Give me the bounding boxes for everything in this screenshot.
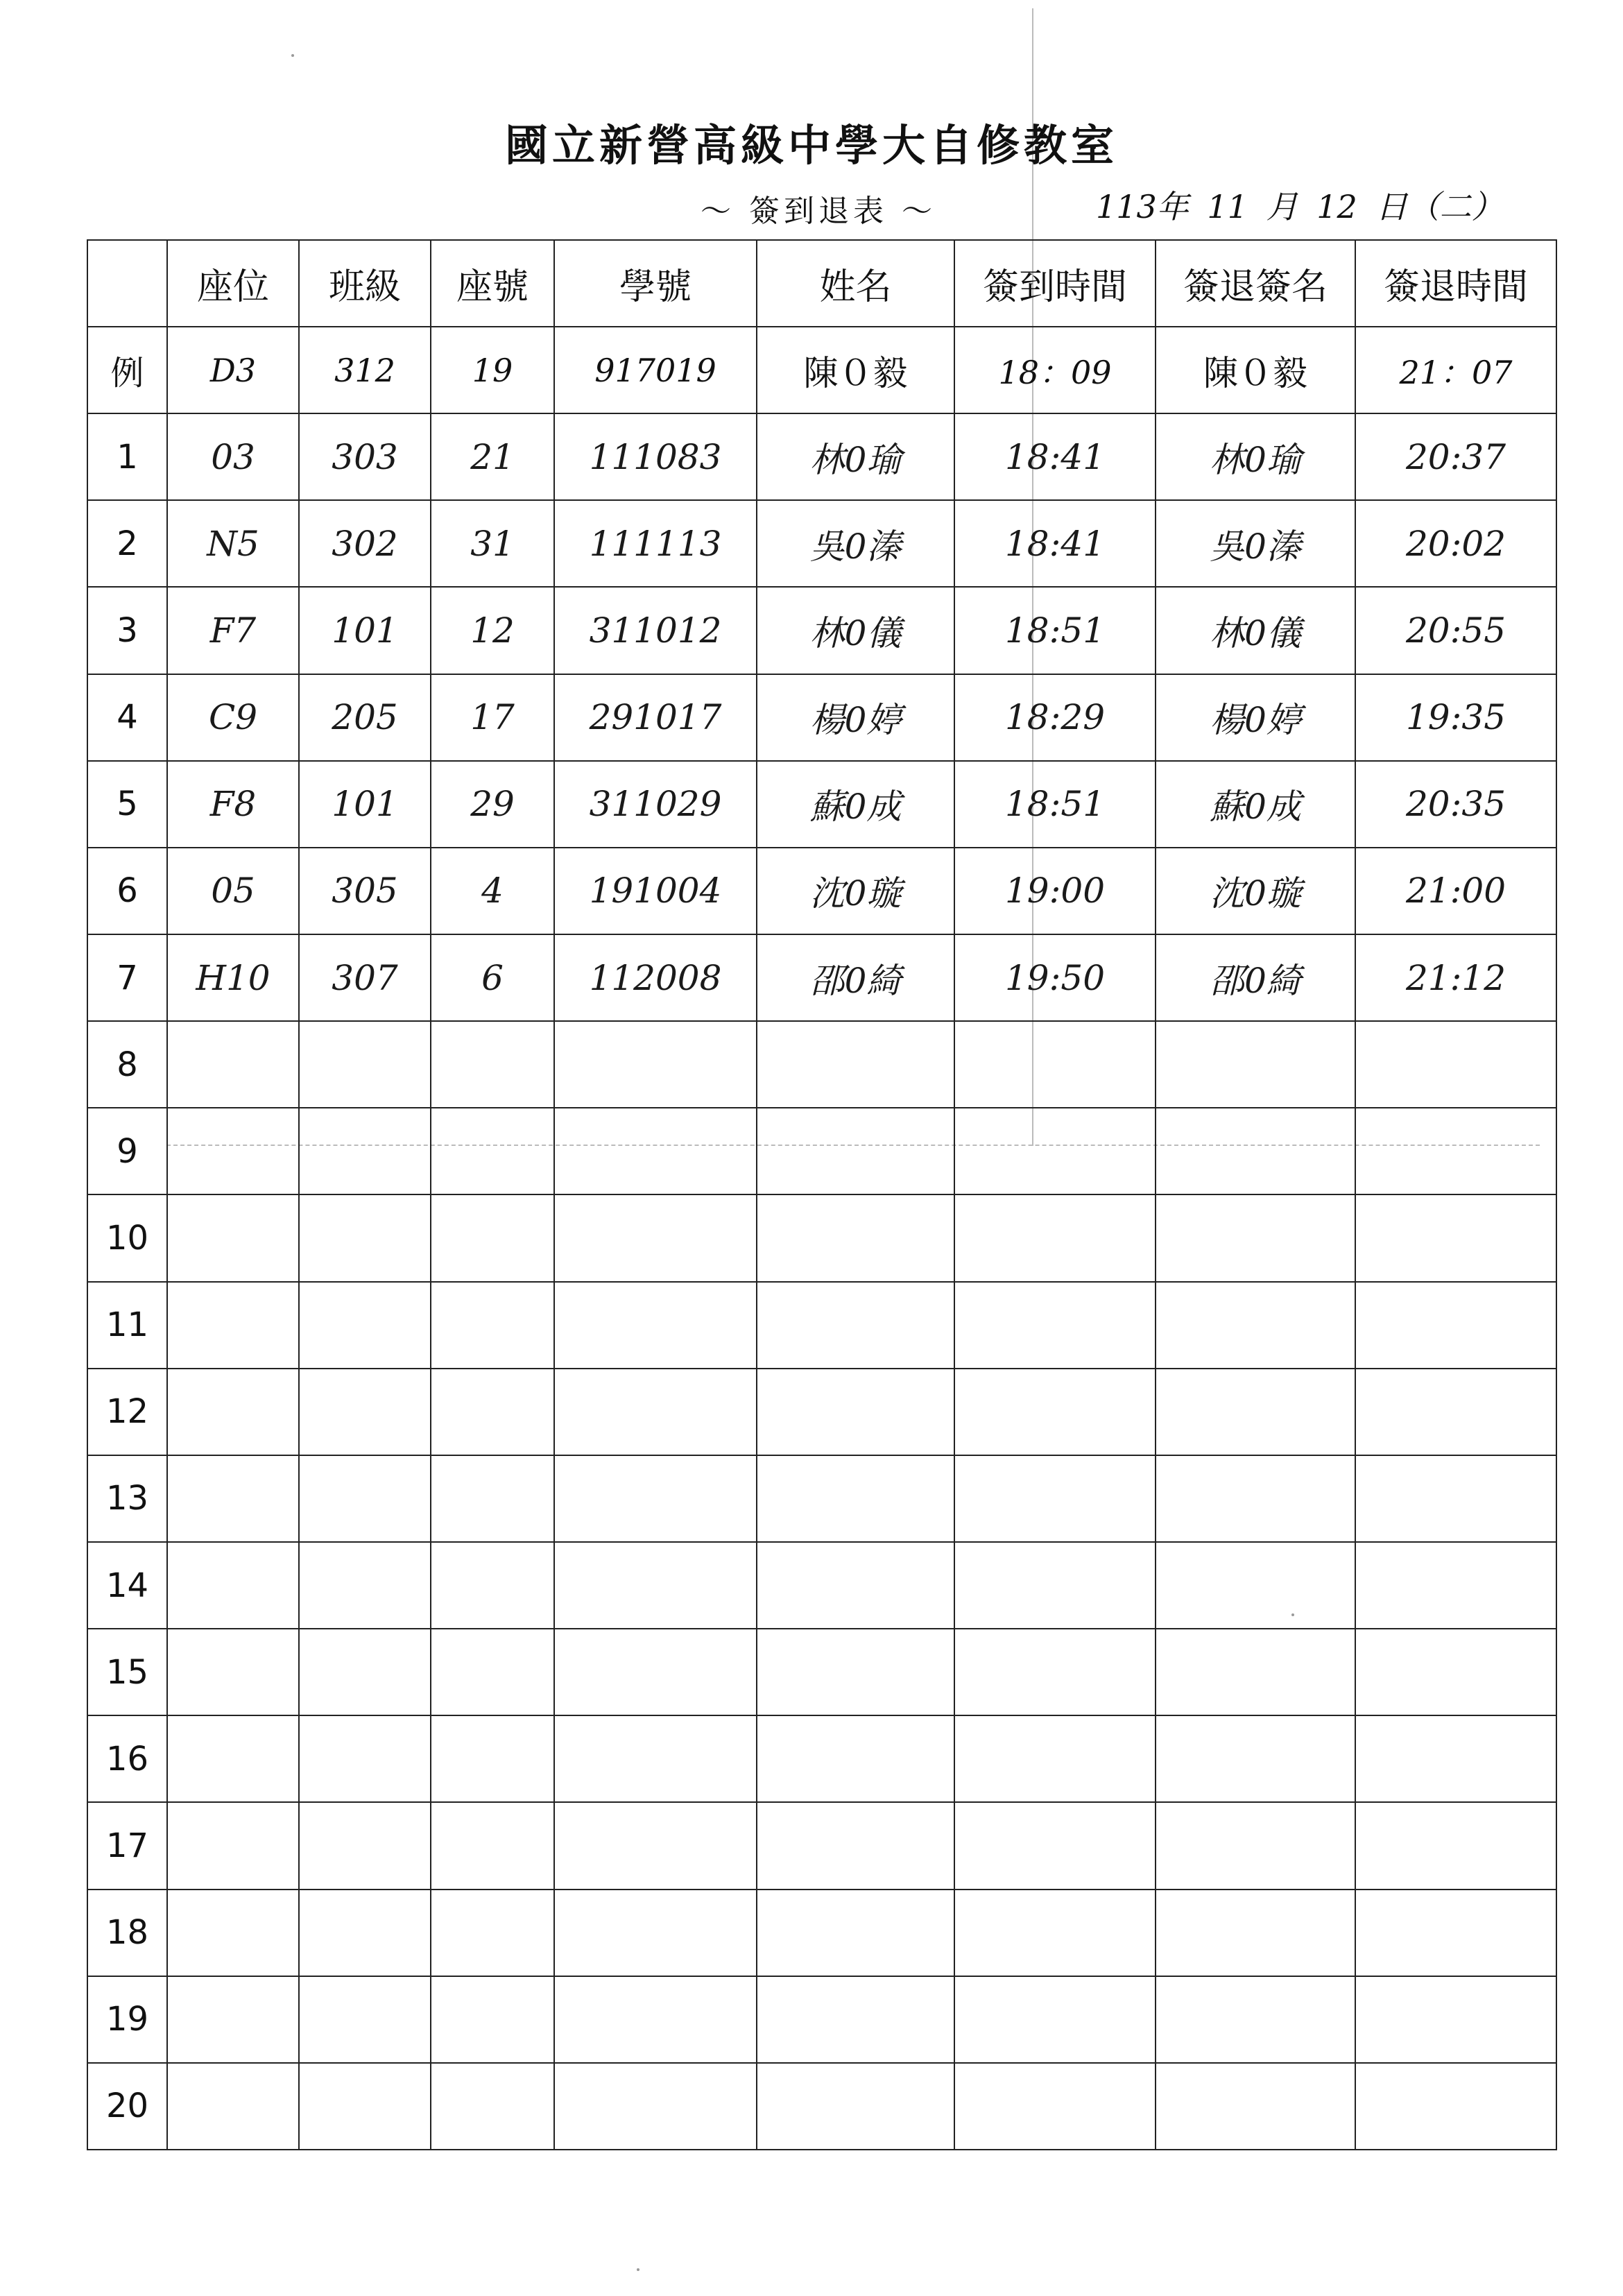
cell-seat-number[interactable] — [431, 1021, 554, 1108]
cell-sign-out-time[interactable]: 20:35 — [1355, 761, 1556, 848]
example-cell-seat-number: 19 — [431, 327, 554, 413]
row-number: 10 — [87, 1194, 167, 1281]
cell-seat[interactable] — [167, 1021, 299, 1108]
row-number: 6 — [87, 848, 167, 934]
row-number: 2 — [87, 500, 167, 587]
cell-seat[interactable]: F7 — [167, 587, 299, 674]
cell-class[interactable] — [299, 1455, 431, 1542]
cell-student-id[interactable] — [554, 1802, 757, 1889]
table-row — [87, 674, 1556, 761]
cell-sign-in-time[interactable] — [954, 1715, 1156, 1802]
page-title: 國立新營高級中學大自修教室 — [504, 120, 1118, 171]
cell-seat-number[interactable] — [431, 1890, 554, 1976]
cell-student-id[interactable] — [554, 1194, 757, 1281]
row-number: 14 — [87, 1542, 167, 1629]
example-cell-name: 陳０毅 — [757, 327, 954, 413]
cell-class[interactable] — [299, 2063, 431, 2150]
cell-sign-in-time[interactable]: 19:50 — [954, 934, 1156, 1021]
cell-seat-number[interactable]: 21 — [431, 413, 554, 500]
example-label: 例 — [87, 327, 167, 413]
cell-seat-number[interactable]: 31 — [431, 500, 554, 587]
cell-seat-number[interactable] — [431, 1282, 554, 1369]
cell-seat[interactable] — [167, 1629, 299, 1715]
cell-name[interactable] — [757, 1890, 954, 1976]
cell-sign-out-time[interactable] — [1355, 1455, 1556, 1542]
table-row — [87, 413, 1556, 500]
cell-student-id[interactable] — [554, 1108, 757, 1194]
cell-seat-number[interactable] — [431, 1108, 554, 1194]
cell-seat-number[interactable] — [431, 2063, 554, 2150]
row-number: 11 — [87, 1282, 167, 1369]
cell-sign-out-time[interactable]: 20:02 — [1355, 500, 1556, 587]
cell-seat-number[interactable]: 12 — [431, 587, 554, 674]
cell-name[interactable] — [757, 1108, 954, 1194]
cell-name[interactable]: 林0儀 — [757, 587, 954, 674]
cell-seat-number[interactable]: 6 — [431, 934, 554, 1021]
cell-seat-number[interactable]: 4 — [431, 848, 554, 934]
table-row — [87, 848, 1556, 934]
cell-seat-number[interactable]: 29 — [431, 761, 554, 848]
cell-name[interactable] — [757, 2063, 954, 2150]
example-cell-seat: D3 — [167, 327, 299, 413]
column-header-sign-in-time: 簽到時間 — [954, 240, 1156, 327]
cell-sign-in-time[interactable] — [954, 1629, 1156, 1715]
cell-sign-out-signature[interactable] — [1156, 1976, 1355, 2063]
cell-student-id[interactable]: 111083 — [554, 413, 757, 500]
cell-name[interactable] — [757, 1282, 954, 1369]
cell-sign-out-signature[interactable] — [1156, 1108, 1355, 1194]
cell-seat-number[interactable] — [431, 1629, 554, 1715]
column-header-name: 姓名 — [757, 240, 954, 327]
cell-student-id[interactable] — [554, 1715, 757, 1802]
cell-sign-out-time[interactable]: 21:00 — [1355, 848, 1556, 934]
cell-name[interactable] — [757, 1629, 954, 1715]
cell-class[interactable] — [299, 1629, 431, 1715]
cell-sign-out-signature[interactable] — [1156, 1455, 1355, 1542]
cell-sign-in-time[interactable] — [954, 1021, 1156, 1108]
table-row — [87, 1802, 1556, 1889]
row-number: 7 — [87, 934, 167, 1021]
cell-class[interactable] — [299, 1194, 431, 1281]
cell-sign-out-time[interactable] — [1355, 1890, 1556, 1976]
scan-speck — [637, 2268, 639, 2271]
cell-sign-in-time[interactable] — [954, 2063, 1156, 2150]
cell-name[interactable] — [757, 1369, 954, 1455]
sign-in-out-table — [87, 239, 1557, 2150]
cell-sign-in-time[interactable]: 19:00 — [954, 848, 1156, 934]
row-number: 5 — [87, 761, 167, 848]
column-header-student-id: 學號 — [554, 240, 757, 327]
cell-sign-in-time[interactable] — [954, 1108, 1156, 1194]
cell-seat[interactable] — [167, 1455, 299, 1542]
row-number: 12 — [87, 1369, 167, 1455]
cell-seat-number[interactable] — [431, 1542, 554, 1629]
cell-class[interactable] — [299, 1715, 431, 1802]
cell-sign-in-time[interactable]: 18:29 — [954, 674, 1156, 761]
example-cell-sign-out-time: 21：07 — [1355, 327, 1556, 413]
cell-class[interactable] — [299, 1369, 431, 1455]
table-row — [87, 500, 1556, 587]
cell-name[interactable]: 沈0璇 — [757, 848, 954, 934]
example-cell-sign-in-time: 18：09 — [954, 327, 1156, 413]
cell-sign-out-time[interactable] — [1355, 1542, 1556, 1629]
cell-sign-out-time[interactable] — [1355, 1282, 1556, 1369]
cell-sign-out-time[interactable] — [1355, 1629, 1556, 1715]
cell-class[interactable]: 205 — [299, 674, 431, 761]
cell-class[interactable] — [299, 1282, 431, 1369]
table-row — [87, 1890, 1556, 1976]
cell-sign-out-time[interactable] — [1355, 1802, 1556, 1889]
example-cell-sign-out-signature: 陳０毅 — [1156, 327, 1355, 413]
cell-class[interactable] — [299, 1542, 431, 1629]
cell-sign-out-signature[interactable]: 沈0璇 — [1156, 848, 1355, 934]
cell-sign-out-signature[interactable] — [1156, 1802, 1355, 1889]
cell-student-id[interactable] — [554, 1976, 757, 2063]
cell-class[interactable] — [299, 1890, 431, 1976]
table-row — [87, 1629, 1556, 1715]
cell-sign-in-time[interactable]: 18:41 — [954, 500, 1156, 587]
row-number: 18 — [87, 1890, 167, 1976]
row-number: 3 — [87, 587, 167, 674]
cell-seat-number[interactable] — [431, 1369, 554, 1455]
cell-name[interactable] — [757, 1194, 954, 1281]
cell-sign-in-time[interactable] — [954, 1369, 1156, 1455]
column-header-seat: 座位 — [167, 240, 299, 327]
cell-sign-in-time[interactable] — [954, 1455, 1156, 1542]
table-row — [87, 1369, 1556, 1455]
cell-seat[interactable] — [167, 1282, 299, 1369]
table-row — [87, 1021, 1556, 1108]
table-row — [87, 934, 1556, 1021]
cell-sign-out-time[interactable] — [1355, 1715, 1556, 1802]
example-cell-class: 312 — [299, 327, 431, 413]
cell-name[interactable] — [757, 1976, 954, 2063]
cell-sign-in-time[interactable]: 18:51 — [954, 587, 1156, 674]
cell-name[interactable] — [757, 1802, 954, 1889]
row-number: 8 — [87, 1021, 167, 1108]
table-row — [87, 1282, 1556, 1369]
cell-class[interactable] — [299, 1976, 431, 2063]
cell-class[interactable] — [299, 1802, 431, 1889]
cell-sign-out-time[interactable]: 20:37 — [1355, 413, 1556, 500]
scan-speck — [291, 54, 294, 57]
row-number: 16 — [87, 1715, 167, 1802]
cell-student-id[interactable] — [554, 1455, 757, 1542]
cell-name[interactable] — [757, 1455, 954, 1542]
cell-sign-out-signature[interactable]: 吳0溱 — [1156, 500, 1355, 587]
cell-student-id[interactable] — [554, 1542, 757, 1629]
cell-seat-number[interactable] — [431, 1802, 554, 1889]
cell-seat[interactable] — [167, 2063, 299, 2150]
cell-class[interactable]: 302 — [299, 500, 431, 587]
cell-seat[interactable] — [167, 1802, 299, 1889]
handwritten-date: 113年 11 月 12 日（二） — [1096, 188, 1504, 225]
column-header-sign-out-time: 簽退時間 — [1355, 240, 1556, 327]
cell-sign-in-time[interactable] — [954, 1802, 1156, 1889]
cell-seat[interactable]: N5 — [167, 500, 299, 587]
cell-sign-out-time[interactable]: 21:12 — [1355, 934, 1556, 1021]
cell-name[interactable]: 蘇0成 — [757, 761, 954, 848]
column-header-row-number — [87, 240, 167, 327]
cell-seat[interactable]: H10 — [167, 934, 299, 1021]
table-row — [87, 1455, 1556, 1542]
cell-seat[interactable] — [167, 1890, 299, 1976]
cell-sign-out-time[interactable]: 20:55 — [1355, 587, 1556, 674]
table-row — [87, 1542, 1556, 1629]
row-number: 17 — [87, 1802, 167, 1889]
cell-sign-out-signature[interactable]: 楊0婷 — [1156, 674, 1355, 761]
example-row — [87, 327, 1556, 413]
cell-sign-out-signature[interactable] — [1156, 1021, 1355, 1108]
cell-class[interactable] — [299, 1021, 431, 1108]
cell-sign-out-signature[interactable] — [1156, 1194, 1355, 1281]
cell-seat[interactable]: C9 — [167, 674, 299, 761]
cell-sign-out-time[interactable] — [1355, 1194, 1556, 1281]
cell-seat[interactable]: 03 — [167, 413, 299, 500]
example-cell-student-id: 917019 — [554, 327, 757, 413]
cell-sign-out-signature[interactable] — [1156, 1629, 1355, 1715]
row-number: 20 — [87, 2063, 167, 2150]
column-header-seat-number: 座號 — [431, 240, 554, 327]
cell-name[interactable] — [757, 1021, 954, 1108]
cell-sign-out-signature[interactable]: 蘇0成 — [1156, 761, 1355, 848]
cell-sign-in-time[interactable]: 18:41 — [954, 413, 1156, 500]
cell-seat[interactable] — [167, 1976, 299, 2063]
cell-class[interactable]: 101 — [299, 587, 431, 674]
cell-name[interactable]: 楊0婷 — [757, 674, 954, 761]
column-header-sign-out-signature: 簽退簽名 — [1156, 240, 1355, 327]
cell-student-id[interactable]: 112008 — [554, 934, 757, 1021]
cell-student-id[interactable]: 111113 — [554, 500, 757, 587]
cell-student-id[interactable] — [554, 2063, 757, 2150]
cell-student-id[interactable]: 311012 — [554, 587, 757, 674]
cell-name[interactable]: 吳0溱 — [757, 500, 954, 587]
cell-seat-number[interactable] — [431, 1976, 554, 2063]
cell-sign-out-time[interactable] — [1355, 1108, 1556, 1194]
cell-student-id[interactable]: 311029 — [554, 761, 757, 848]
cell-seat[interactable] — [167, 1715, 299, 1802]
cell-sign-in-time[interactable] — [954, 1542, 1156, 1629]
cell-seat[interactable]: 05 — [167, 848, 299, 934]
table-row — [87, 1194, 1556, 1281]
cell-sign-out-signature[interactable] — [1156, 1715, 1355, 1802]
cell-sign-in-time[interactable] — [954, 1194, 1156, 1281]
row-number: 13 — [87, 1455, 167, 1542]
table-row — [87, 1715, 1556, 1802]
cell-student-id[interactable] — [554, 1282, 757, 1369]
cell-sign-out-signature[interactable] — [1156, 1890, 1355, 1976]
cell-seat[interactable] — [167, 1369, 299, 1455]
cell-student-id[interactable]: 291017 — [554, 674, 757, 761]
cell-sign-out-time[interactable] — [1355, 1369, 1556, 1455]
cell-sign-out-time[interactable] — [1355, 1976, 1556, 2063]
cell-name[interactable] — [757, 1715, 954, 1802]
cell-student-id[interactable] — [554, 1369, 757, 1455]
cell-sign-in-time[interactable] — [954, 1282, 1156, 1369]
cell-sign-out-time[interactable] — [1355, 1021, 1556, 1108]
cell-sign-out-time[interactable]: 19:35 — [1355, 674, 1556, 761]
cell-seat[interactable] — [167, 1194, 299, 1281]
cell-sign-out-signature[interactable]: 邵0綺 — [1156, 934, 1355, 1021]
cell-class[interactable]: 305 — [299, 848, 431, 934]
cell-sign-in-time[interactable] — [954, 1976, 1156, 2063]
cell-student-id[interactable] — [554, 1629, 757, 1715]
cell-sign-in-time[interactable]: 18:51 — [954, 761, 1156, 848]
row-number: 4 — [87, 674, 167, 761]
table-row — [87, 587, 1556, 674]
cell-class[interactable] — [299, 1108, 431, 1194]
table-row — [87, 2063, 1556, 2150]
cell-class[interactable]: 101 — [299, 761, 431, 848]
table-row — [87, 1976, 1556, 2063]
cell-sign-out-signature[interactable]: 林0儀 — [1156, 587, 1355, 674]
cell-sign-out-signature[interactable] — [1156, 1369, 1355, 1455]
column-header-class: 班級 — [299, 240, 431, 327]
cell-student-id[interactable] — [554, 1021, 757, 1108]
cell-seat-number[interactable] — [431, 1455, 554, 1542]
cell-sign-out-signature[interactable]: 林0瑜 — [1156, 413, 1355, 500]
row-number: 1 — [87, 413, 167, 500]
cell-seat-number[interactable]: 17 — [431, 674, 554, 761]
cell-student-id[interactable] — [554, 1890, 757, 1976]
cell-name[interactable] — [757, 1542, 954, 1629]
cell-sign-in-time[interactable] — [954, 1890, 1156, 1976]
cell-sign-out-signature[interactable] — [1156, 2063, 1355, 2150]
cell-class[interactable]: 307 — [299, 934, 431, 1021]
row-number: 9 — [87, 1108, 167, 1194]
cell-seat-number[interactable] — [431, 1194, 554, 1281]
cell-name[interactable]: 林0瑜 — [757, 413, 954, 500]
cell-sign-out-signature[interactable] — [1156, 1542, 1355, 1629]
cell-seat-number[interactable] — [431, 1715, 554, 1802]
cell-class[interactable]: 303 — [299, 413, 431, 500]
cell-sign-out-time[interactable] — [1355, 2063, 1556, 2150]
cell-seat[interactable] — [167, 1108, 299, 1194]
cell-sign-out-signature[interactable] — [1156, 1282, 1355, 1369]
cell-seat[interactable]: F8 — [167, 761, 299, 848]
cell-seat[interactable] — [167, 1542, 299, 1629]
row-number: 19 — [87, 1976, 167, 2063]
row-number: 15 — [87, 1629, 167, 1715]
cell-student-id[interactable]: 191004 — [554, 848, 757, 934]
table-header-row — [87, 240, 1556, 327]
table-row — [87, 1108, 1556, 1194]
page-subtitle: ～ 簽到退表 ～ — [701, 194, 936, 229]
table-row — [87, 761, 1556, 848]
cell-name[interactable]: 邵0綺 — [757, 934, 954, 1021]
